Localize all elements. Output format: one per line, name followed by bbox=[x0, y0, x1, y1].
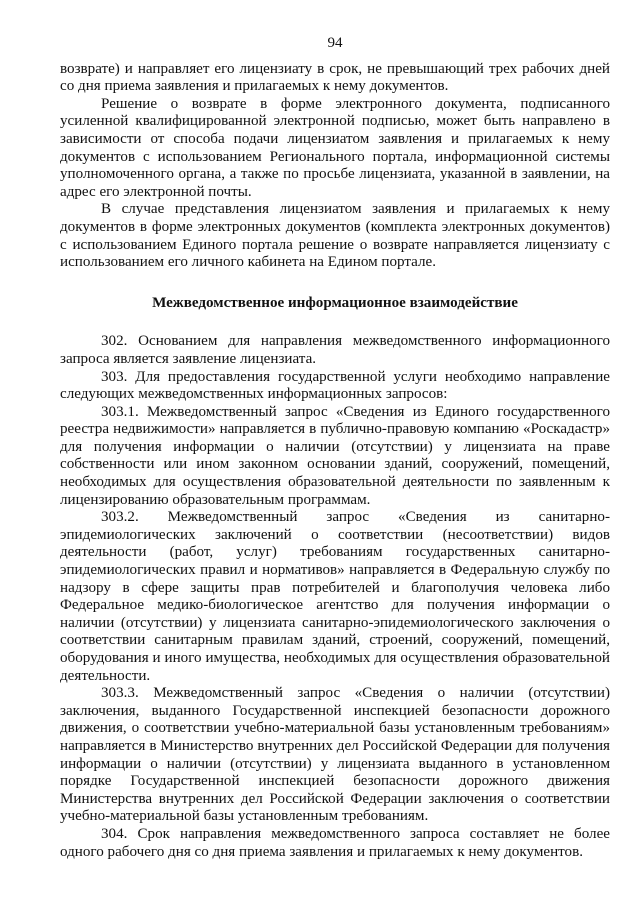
page-number: 94 bbox=[327, 35, 343, 51]
paragraph-303-1: 303.1. Межведомственный запрос «Сведения из Единого государственного реестра недвижимости» направляется в публично-правовую компанию «Роскадастр» для получения информации о наличии (отсутствии) у лицензиата на праве собственности или ином законном основании зданий, сооружений, помещений, необходимых для осуществления образовательной деятельности по заявленным к лицензированию образовательным программам. bbox=[60, 403, 610, 508]
paragraph-303: 303. Для предоставления государственной услуги необходимо направление следующих межведомственных информационных запросов: bbox=[60, 368, 610, 403]
section-heading: Межведомственное информационное взаимодействие bbox=[152, 294, 518, 311]
paragraph-unified-portal-return: В случае представления лицензиатом заявления и прилагаемых к нему документов в форме электронных документов (комплекта электронных документов) с использованием Единого портала решение о возврате направляется лицензиату с использованием его личного кабинета на Едином портале. bbox=[60, 201, 610, 271]
paragraph-304: 304. Срок направления межведомственного запроса составляет не более одного рабочего дня со дня приема заявления и прилагаемых к нему документов. bbox=[60, 825, 610, 860]
paragraph-continuation: возврате) и направляет его лицензиату в срок, не превышающий трех рабочих дней со дня приема заявления и прилагаемых к нему документов. bbox=[60, 60, 610, 95]
paragraph-electronic-return-decision: Решение о возврате в форме электронного документа, подписанного усиленной квалифицированной электронной подписью, может быть направлено в зависимости от способа подачи лицензиатом заявления и прилагаемых к нему документов с использованием Регионального портала, информационной системы уполномоченного органа, а также по просьбе лицензиата, указанной в заявлении, на адрес его электронной почты. bbox=[60, 95, 610, 200]
paragraph-302: 302. Основанием для направления межведомственного информационного запроса является заявление лицензиата. bbox=[60, 333, 610, 367]
paragraph-303-3: 303.3. Межведомственный запрос «Сведения о наличии (отсутствии) заключения, выданного Государственной инспекцией безопасности дорожного движения, о соответствии учебно-материальной базы установленным требованиям» направляется в Министерство внутренних дел Российской Федерации для получения информации о наличии (отсутствии) у лицензиата выданного в установленном порядке Государственной инспекцией безопасности дорожного движения Министерства внутренних дел Российской Федерации заключения о соответствии учебно-материальной базы установленным требованиям. bbox=[60, 685, 610, 825]
paragraph-303-2: 303.2. Межведомственный запрос «Сведения из санитарно-эпидемиологических заключений о соответствии (несоответствии) видов деятельности (работ, услуг) требованиям государственных санитарно-эпидемиологических правил и нормативов» направляется в Федеральную службу по надзору в сфере защиты прав потребителей и благополучия человека либо Федеральное медико-биологическое агентство для получения информации о наличии (отсутствии) у лицензиата санитарно-эпидемиологического заключения о соответствии санитарным правилам зданий, строений, сооружений, помещений, оборудования и иного имущества, необходимых для осуществления образовательной деятельности. bbox=[60, 509, 610, 684]
